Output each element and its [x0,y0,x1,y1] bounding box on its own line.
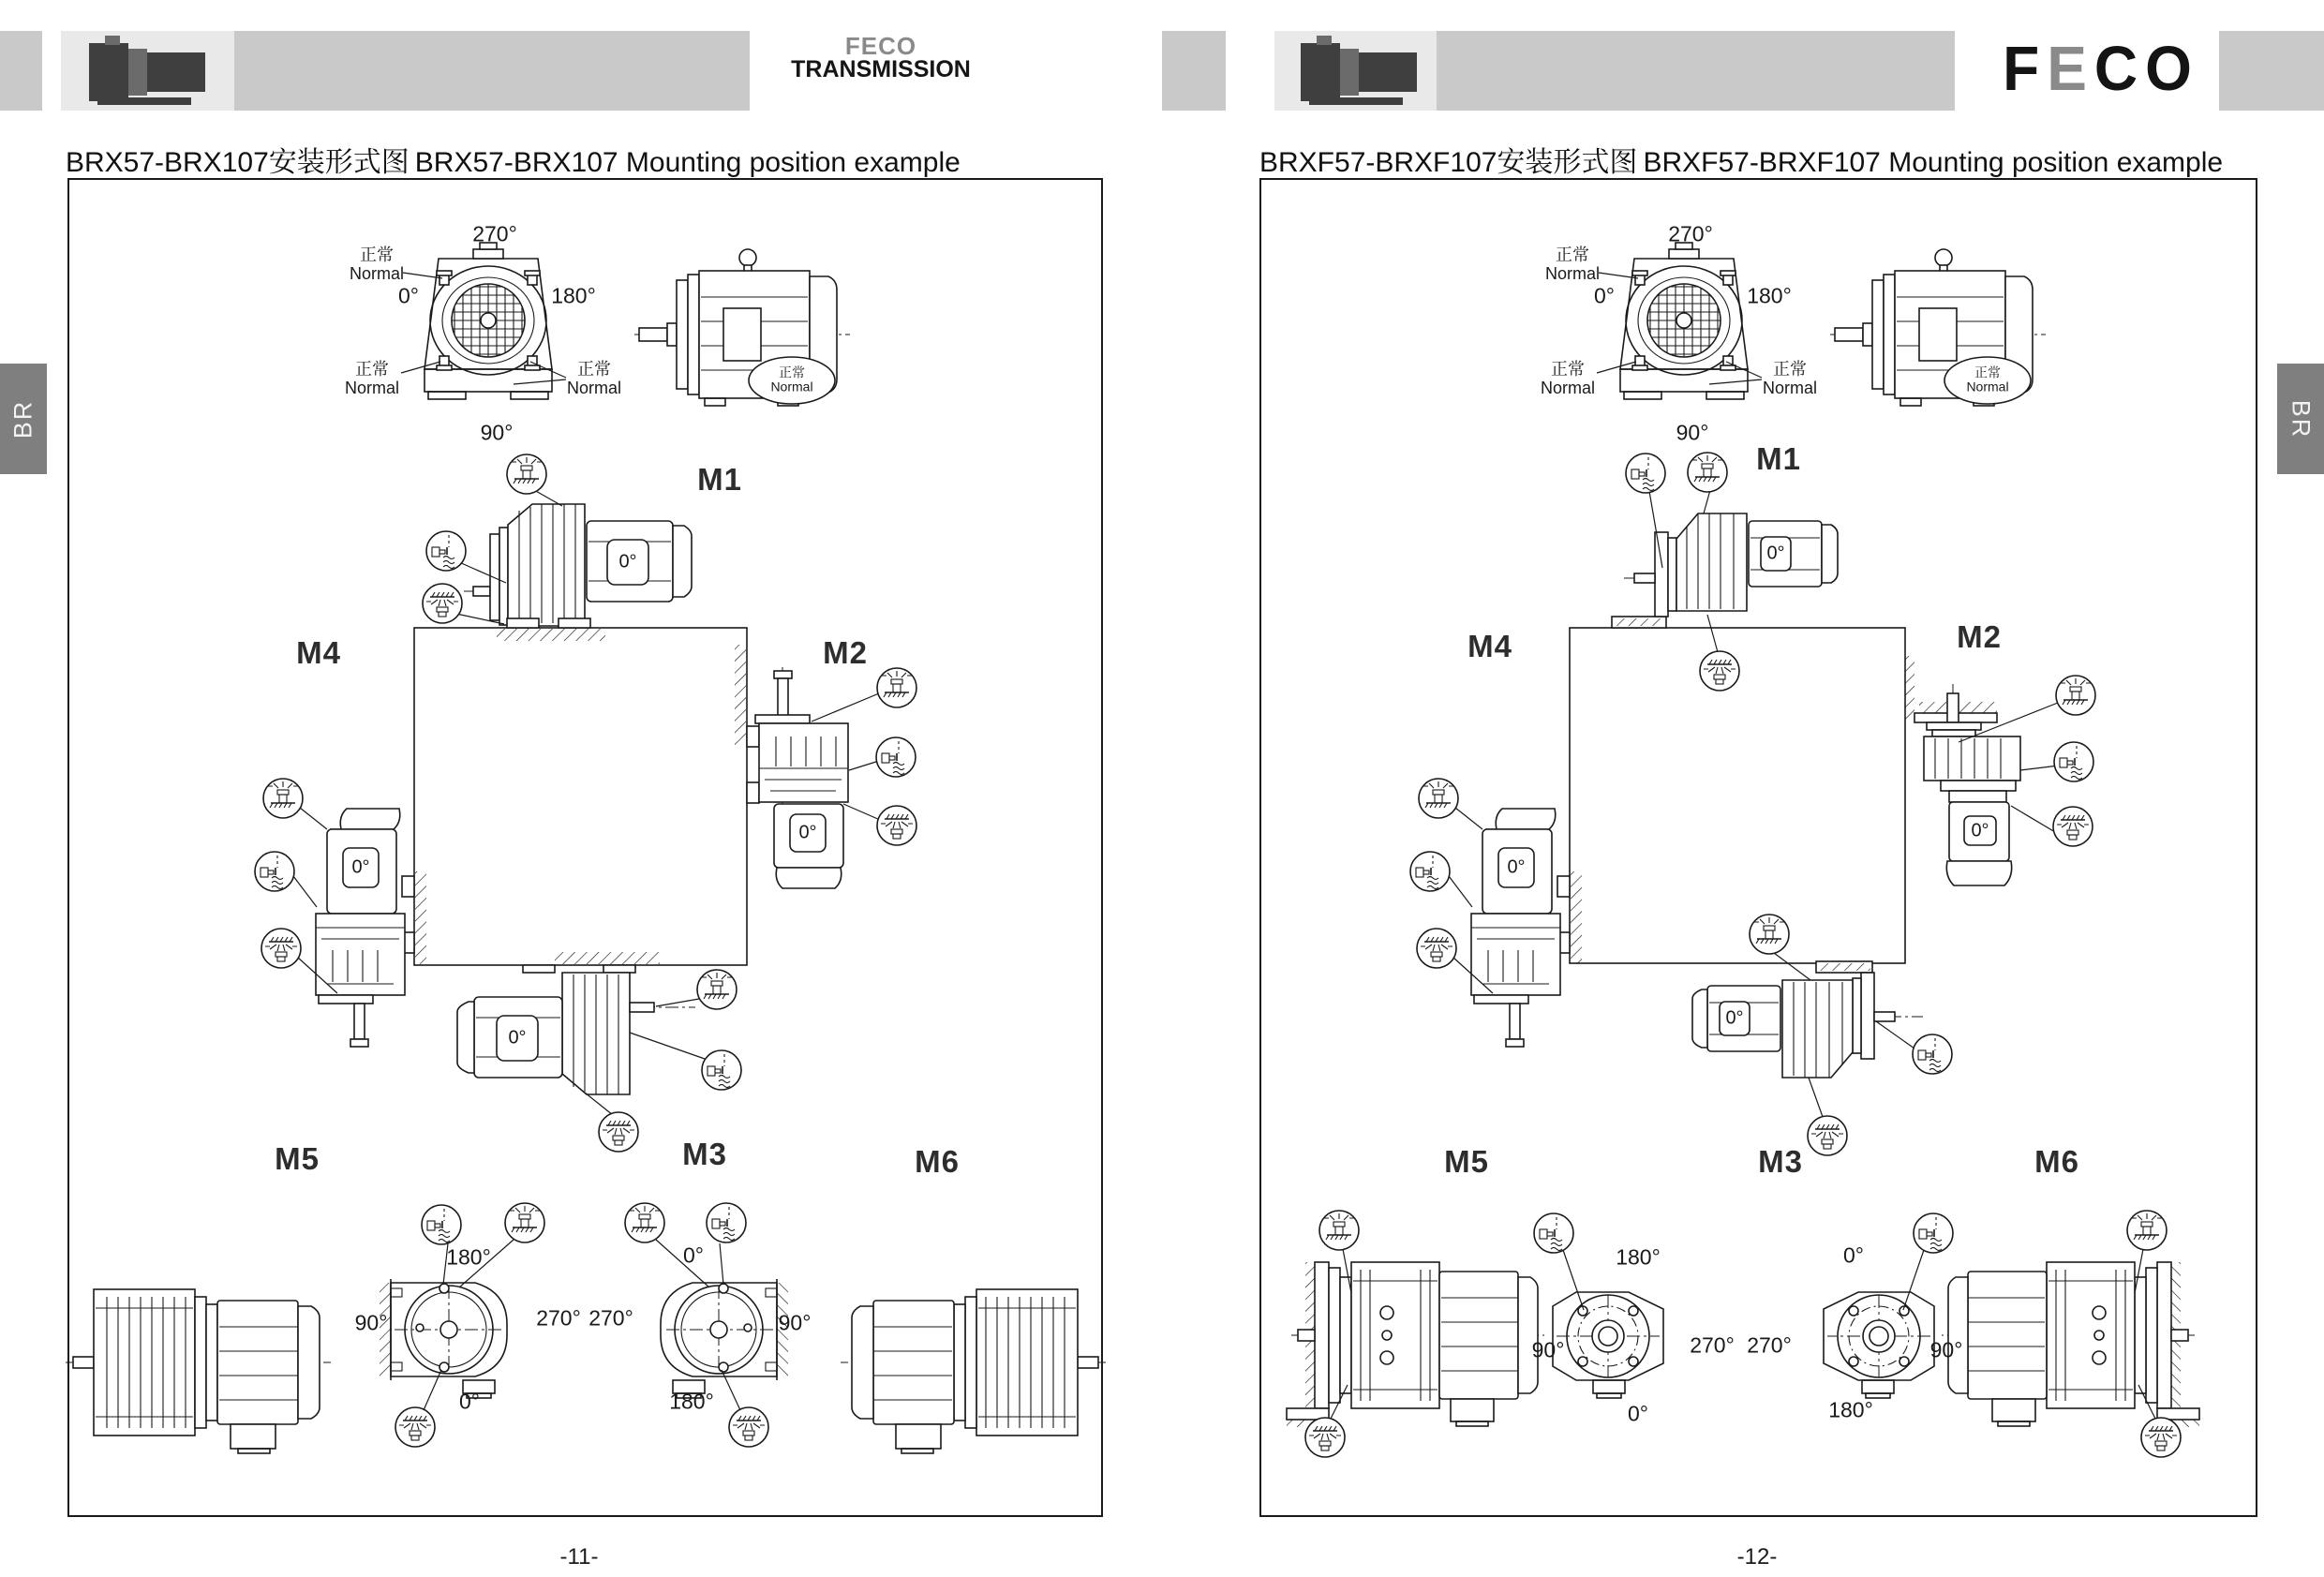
zero-plate-m2-right: 0° [1971,820,1989,841]
left-page-title [66,139,961,180]
m2-label-right: M2 [1957,619,2002,654]
left-title-cn: BRX57-BRX107安装形式图 [66,147,410,178]
rvr-bottom-left-page: 180° [669,1389,714,1414]
right-page-art [1287,243,2199,1457]
rvr-top-right-page: 0° [1843,1242,1864,1268]
page-number-left: -11- [559,1544,599,1570]
right-title-cn: BRXF57-BRXF107安装形式图 [1259,147,1638,178]
fv-angle-right-right-page: 180° [1747,283,1792,308]
assembly-m4-right [1410,779,1570,1048]
m1-label-right: M1 [1756,441,1801,476]
assembly-m4-left [255,779,414,1048]
page-number-right: -12- [1736,1544,1778,1570]
feco-logo [1985,33,2210,104]
m5-label-left: M5 [275,1141,320,1176]
fv-angle-bottom-left-page: 90° [480,420,514,445]
side-tab-right-label: BR [2287,399,2316,439]
rvl-left-right-page: 90° [1531,1337,1565,1362]
zero-plate-m4-left: 0° [351,856,370,878]
m1-label-left: M1 [697,462,742,497]
normal-label-tl-left: 正常 Normal [349,245,405,283]
rvr-left-left-page: 270° [588,1305,633,1331]
rvr-top-left-page: 0° [683,1242,704,1268]
right-title-en: BRXF57-BRXF107 Mounting position example [1643,147,2224,178]
m4-label-right: M4 [1467,629,1512,663]
m6-label-right: M6 [2034,1144,2079,1179]
rvl-bottom-left-page: 0° [459,1389,480,1414]
assembly-m1-right [1612,453,1838,691]
zero-plate-m2-left: 0° [798,822,817,843]
m2-label-left: M2 [823,635,868,670]
brand-wordmark [791,34,971,82]
m3-label-right: M3 [1758,1144,1803,1179]
rvl-top-left-page: 180° [446,1244,491,1270]
zero-plate-m1-right: 0° [1766,543,1785,564]
mounting-box-left [414,628,747,965]
normal-label-bl-left: 正常 Normal [344,360,400,397]
zero-plate-m1-left: 0° [618,551,637,573]
assembly-m3-left [457,965,741,1152]
assembly-m2-left [747,667,916,888]
assembly-m3-right [1692,915,1952,1155]
rvl-top-right-page: 180° [1616,1244,1661,1270]
m4-label-left: M4 [296,635,341,670]
rvr-right-right-page: 90° [1929,1337,1963,1362]
fv-angle-top-right-page: 270° [1668,221,1713,246]
side-tab-right[interactable] [2277,364,2324,474]
rvl-left-left-page: 90° [354,1310,388,1335]
rvr-left-right-page: 270° [1747,1332,1792,1358]
rvl-bottom-right-page: 0° [1628,1401,1648,1426]
header-motor-silhouette-left [89,36,205,105]
logo-letter-c: C [2093,33,2138,104]
rvr-bottom-right-page: 180° [1828,1397,1873,1422]
brand-line2: TRANSMISSION [791,56,971,82]
normal-label-bl-right: 正常 Normal [1540,360,1596,397]
zero-plate-m4-right: 0° [1507,856,1526,878]
fv-angle-left-left-page: 0° [398,283,419,308]
brand-line1: FECO [844,32,917,60]
m6-label-left: M6 [915,1144,960,1179]
logo-letter-e: E [2047,33,2087,104]
m5-label-right: M5 [1444,1144,1489,1179]
side-tab-left[interactable] [0,364,47,474]
side-tab-left-label: BR [8,399,37,439]
header-motor-silhouette-right [1301,36,1417,105]
fv-angle-right-left-page: 180° [551,283,596,308]
normal-ellipse-label-right: 正常 Normal [1966,364,2009,394]
normal-label-br-left: 正常 Normal [566,360,622,397]
normal-ellipse-label-left: 正常 Normal [770,364,813,394]
zero-plate-m3-right: 0° [1725,1007,1744,1029]
rvr-right-left-page: 90° [778,1310,812,1335]
rvl-right-right-page: 270° [1690,1332,1735,1358]
left-page-art [66,243,1106,1453]
right-page-title [1259,139,2223,180]
normal-label-br-right: 正常 Normal [1762,360,1818,397]
assembly-m1-left [423,454,692,628]
logo-letter-o: O [2145,33,2192,104]
fv-angle-bottom-right-page: 90° [1676,420,1709,445]
normal-label-tl-right: 正常 Normal [1544,245,1601,283]
rvl-right-left-page: 270° [536,1305,581,1331]
zero-plate-m3-left: 0° [508,1027,527,1049]
m3-label-left: M3 [682,1137,727,1171]
fv-angle-left-right-page: 0° [1594,283,1615,308]
logo-letter-f: F [2003,33,2040,104]
fv-angle-top-left-page: 270° [472,221,517,246]
left-title-en: BRX57-BRX107 Mounting position example [414,147,961,178]
assembly-m2-right [1905,656,2095,885]
